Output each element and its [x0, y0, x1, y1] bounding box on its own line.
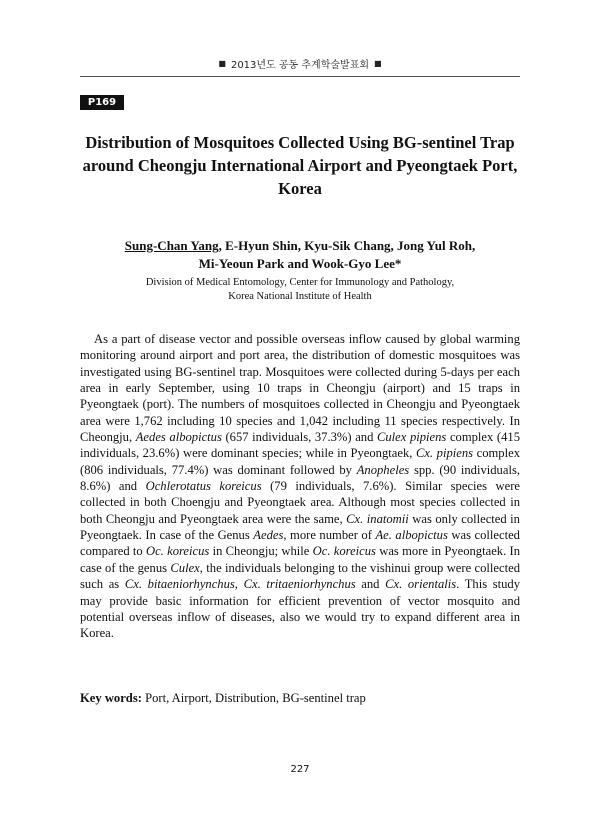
- species-name: Anopheles: [356, 462, 410, 477]
- author-line: [80, 237, 520, 255]
- author-list: [80, 237, 520, 273]
- header-text: 2013년도 공동 추계학술발표회: [230, 60, 370, 71]
- species-name: Cx. orientalis: [385, 577, 457, 592]
- species-name: Ae. albopictus: [375, 528, 448, 543]
- species-name: Cx. pipiens: [415, 446, 474, 461]
- page-number: 227: [290, 764, 310, 775]
- keywords-value: Port, Airport, Distribution, BG-sentinel trap: [141, 691, 366, 705]
- abstract-text: complex (415 individuals, 23.6%) were dominant species; while in Pyeongtaek,: [80, 430, 520, 461]
- affiliation-line: Korea National Institute of Health: [228, 291, 372, 302]
- header-marker-right: ■: [374, 59, 382, 68]
- running-header: [80, 56, 520, 71]
- abstract-text: was collected compared to: [80, 528, 520, 559]
- abstract-text: spp. (90 individuals, 8.6%) and: [80, 462, 520, 494]
- header-marker-left: ■: [218, 59, 226, 68]
- keywords-label: Key words:: [80, 691, 142, 705]
- abstract-text: As a part of disease vector and possible overseas inflow caused by global warming monitoring around airport and port area, the distribution of domestic mosquitoes was investigated using BG-sentinel trap. Mosquitoes were collected during 5-days per each area in early September, using 10 traps in Cheongju (airport) and 15 traps in Pyeongtaek (port). The numbers of mosquitoes collected in Cheongju and Pyeongtaek area were 1,762 including 10 species and 1,042 including 11 species respectively. In Cheongju,: [80, 332, 520, 445]
- abstract-text: . This study may provide basic information for efficient prevention of vector mosquito and potential overseas inflow of diseases, also we would try to expand different area in Korea.: [80, 577, 521, 641]
- title-line: around Cheongju International Airport and Pyeongtaek Port,: [82, 156, 518, 175]
- abstract-text: in Cheongju; while: [209, 544, 313, 559]
- species-name: Oc. koreicus: [146, 544, 210, 559]
- paper-title: [80, 131, 520, 200]
- abstract-text: and: [355, 577, 386, 592]
- poster-id-badge: P169: [80, 95, 124, 110]
- abstract-text: (657 individuals, 37.3%) and: [221, 430, 377, 445]
- abstract-text: , the individuals belonging to the vishinui group were collected such as: [80, 560, 520, 592]
- species-name: Aedes albopictus: [135, 430, 222, 445]
- abstract-text: was only collected in Pyeongtaek. In case of the Genus: [80, 511, 520, 543]
- co-authors: , E-Hyun Shin, Kyu-Sik Chang, Jong Yul Roh,: [218, 238, 476, 253]
- species-name: Culex: [170, 560, 200, 575]
- author-line: Mi-Yeoun Park and Wook-Gyo Lee*: [198, 256, 402, 271]
- affiliation-line: Division of Medical Entomology, Center for Immunology and Pathology,: [145, 277, 455, 288]
- affiliation: [80, 276, 520, 304]
- species-name: Ochlerotatus koreicus: [145, 479, 262, 494]
- species-name: Culex pipiens: [376, 430, 447, 445]
- species-name: Cx. bitaeniorhynchus, Cx. tritaeniorhynchus: [124, 577, 356, 592]
- title-line: Korea: [278, 179, 322, 198]
- abstract-text: was more in Pyeongtaek. In case of the genus: [80, 544, 520, 575]
- abstract-text: complex (806 individuals, 77.4%) was dominant followed by: [80, 446, 520, 477]
- abstract-text: (79 individuals, 7.6%). Similar species were collected in both Choengju and Pyeongtaek area. Although most species collected in both Cheongju and Pyeongtaek area were the same,: [80, 479, 520, 526]
- species-name: Aedes: [253, 528, 284, 543]
- species-name: Oc. koreicus: [312, 544, 376, 559]
- abstract-text: , more number of: [283, 528, 376, 543]
- abstract-body: [80, 331, 520, 642]
- header-rule: [80, 76, 520, 77]
- title-line: Distribution of Mosquitoes Collected Using BG-sentinel Trap: [85, 133, 515, 152]
- keywords: [80, 690, 520, 706]
- species-name: Cx. inatomii: [346, 511, 409, 526]
- first-author: Sung-Chan Yang: [124, 238, 219, 253]
